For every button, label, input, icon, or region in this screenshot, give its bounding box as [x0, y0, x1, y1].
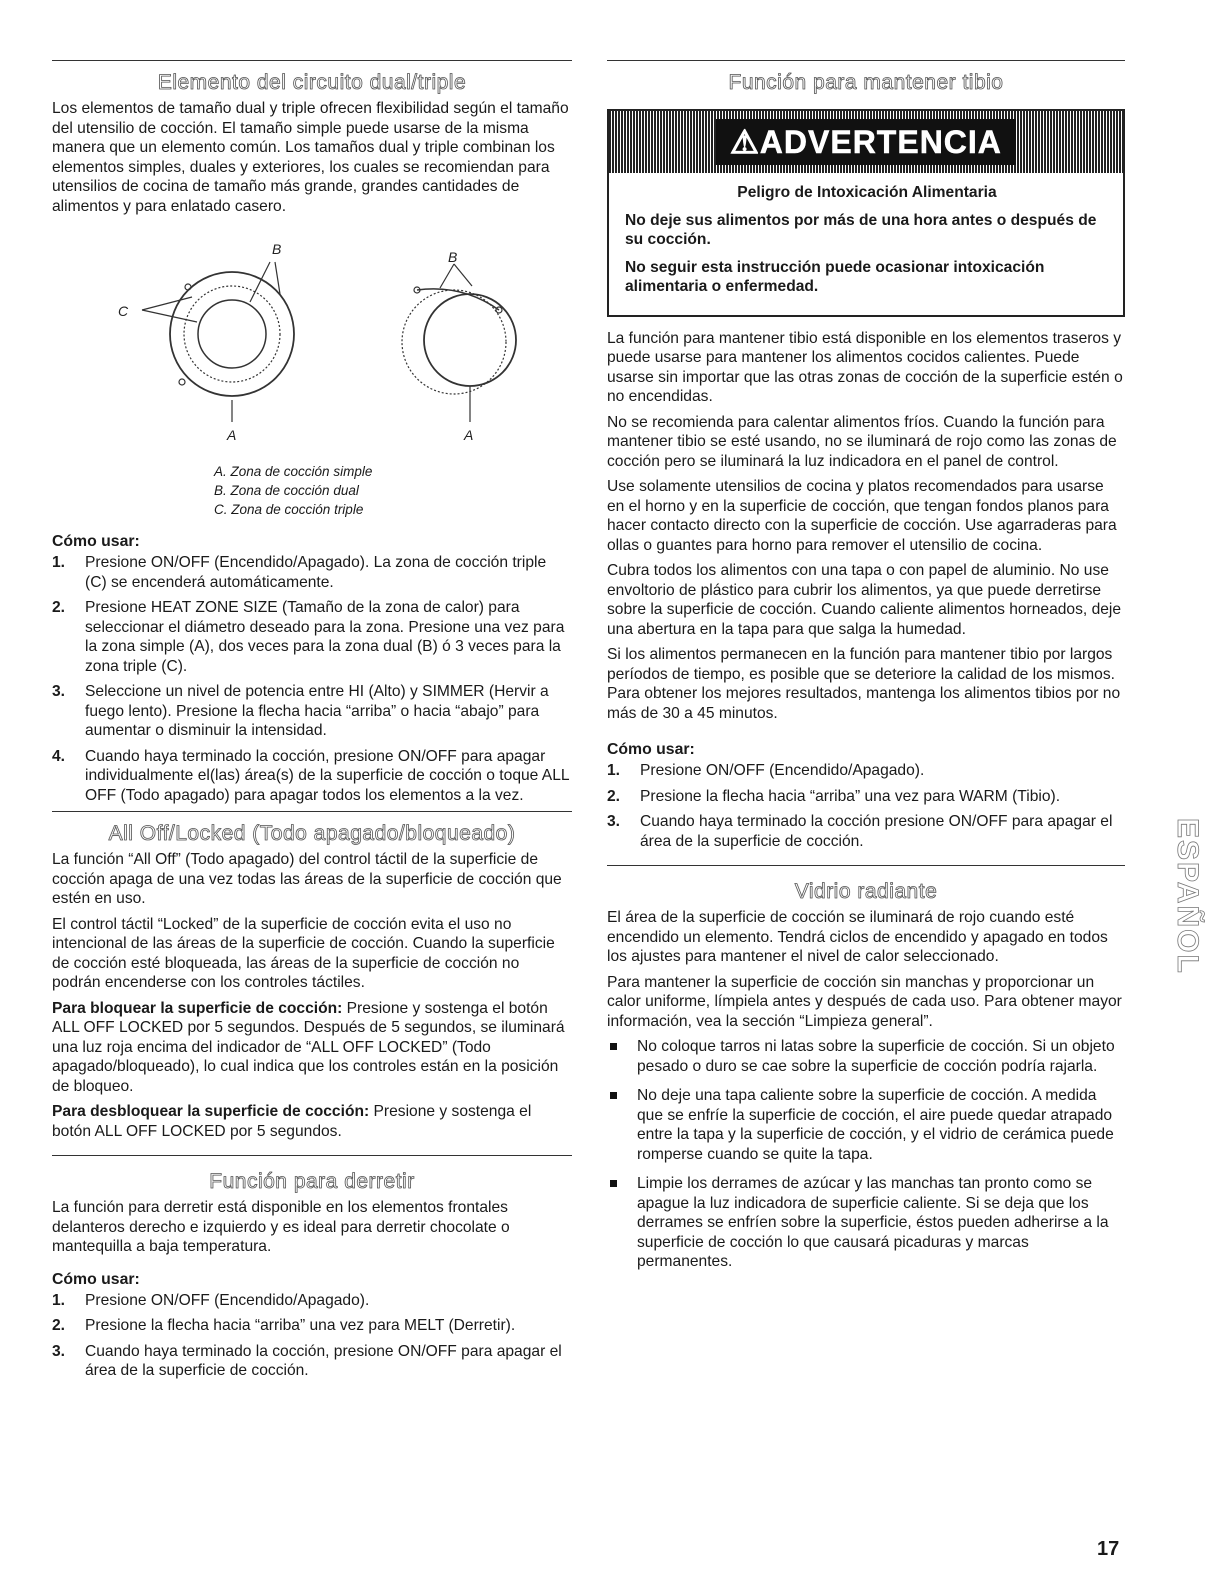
- step-number: 3.: [607, 813, 621, 830]
- bullet-item: No coloque tarros ni latas sobre la superficie de cocción. Si un objeto pesado o duro se cae sobre la superficie de cocción podría rajarla.: [607, 1037, 1125, 1076]
- step-text: Cuando haya terminado la cocción, presione ON/OFF para apagar individualmente el(las) área(s) de la superficie de cocción o toque ALL OFF (Todo apagado) para apagar todos los elementos a la vez.: [85, 747, 569, 804]
- warning-banner: [609, 111, 1123, 173]
- label-c: C: [118, 303, 129, 319]
- paragraph: Cubra todos los alimentos con una tapa o con papel de aluminio. No use envoltorio de plástico para cubrir los alimentos, ya que puede derretirse sobre la superficie de cocción. Cuando caliente alimentos horneados, deje una abertura en la tapa para que salga la humedad.: [607, 562, 1122, 638]
- caption-b: B. Zona de cocción dual: [214, 483, 359, 498]
- section-rule: [52, 811, 572, 812]
- step-item: [52, 682, 572, 741]
- step-number: 2.: [52, 599, 66, 616]
- steps-list: [52, 1291, 572, 1381]
- warning-body: [609, 173, 1123, 315]
- unlock-text: Presione y sostenga el botón ALL OFF LOCKED por 5 segundos.: [52, 1103, 532, 1140]
- lock-heading: Para bloquear la superficie de cocción:: [52, 999, 343, 1017]
- outer-ring: [170, 272, 294, 396]
- bullet-item: No deje una tapa caliente sobre la superficie de cocción. A medida que se enfríe la superficie de cocción, el aire puede quedar atrapado entre la tapa y la superficie de cocción, y el vidrio de cerámica puede romperse cuando se quite la tapa.: [607, 1086, 1125, 1164]
- paragraph-unlock: [52, 1102, 572, 1141]
- page-number: 17: [1097, 1538, 1120, 1560]
- step-number: 1.: [607, 762, 621, 779]
- step-number: 1.: [52, 554, 66, 571]
- caption-c: C. Zona de cocción triple: [214, 502, 364, 517]
- side-tab-text: ESPAÑOL: [1171, 818, 1204, 975]
- step-item: [607, 812, 1125, 851]
- section-rule: [52, 60, 572, 61]
- how-to-heading: Cómo usar:: [607, 741, 695, 758]
- step-item: [52, 1316, 572, 1336]
- section-title-melt: Función para derretir: [209, 1170, 415, 1193]
- section-rule: [607, 60, 1125, 61]
- label-a-left: A: [227, 427, 237, 443]
- paragraph: La función para derretir está disponible en los elementos frontales delanteros derecho e izquierdo y es ideal para derretir chocolate o mantequilla a baja temperatura.: [52, 1199, 510, 1255]
- paragraph: El área de la superficie de cocción se iluminará de rojo cuando esté encendido un elemento. Tendrá ciclos de encendido y apagado en todos los ajustes para mantener el nivel de calor seleccionado.: [607, 909, 1108, 965]
- side-tab-svg: [1150, 818, 1204, 1076]
- step-number: 1.: [52, 1291, 66, 1309]
- section-title-all-off: All Off/Locked (Todo apagado/bloqueado): [108, 822, 516, 845]
- paragraph: Use solamente utensilios de cocina y platos recomendados para usarse en el horno y en la superficie de cocción, que tengan fondos planos para hacer contacto directo con la superficie de cocción. Use agarraderas para ollas o guantes para horno para remover el utensilio de cocina.: [607, 478, 1117, 554]
- paragraph: La función “All Off” (Todo apagado) del control táctil de la superficie de cocción apaga de una vez todas las áreas de la superficie de cocción que estén en uso.: [52, 851, 562, 907]
- paragraph: No se recomienda para calentar alimentos fríos. Cuando la función para mantener tibio se esté usando, no se iluminará de rojo como las zonas de cocción pero se iluminará la luz indicadora en el panel de control.: [607, 413, 1117, 470]
- label-b-left: B: [272, 241, 282, 257]
- step-text: Presione ON/OFF (Encendido/Apagado).: [85, 1291, 370, 1309]
- warning-box: [607, 109, 1125, 317]
- side-language-tab: [1150, 818, 1204, 1076]
- section-title-radiant-glass: Vidrio radiante: [794, 880, 938, 903]
- step-text: Presione la flecha hacia “arriba” una vez para MELT (Derretir).: [85, 1317, 516, 1334]
- paragraph-lock: [52, 999, 572, 1097]
- left-column: [52, 60, 572, 1387]
- how-to-heading: Cómo usar:: [52, 533, 140, 550]
- paragraph: Si los alimentos permanecen en la función para mantener tibio por largos períodos de tiempo, es posible que se deteriore la calidad de los mismos. Para obtener los mejores resultados, mantenga los alimentos tibios por no más de 30 a 45 minutos.: [607, 646, 1121, 722]
- section-title-dual-triple: Elemento del circuito dual/triple: [157, 71, 467, 94]
- how-to-heading: Cómo usar:: [52, 1270, 140, 1288]
- bullet-item: Limpie los derrames de azúcar y las manchas tan pronto como se apague la luz indicadora de superficie caliente. Si se deja que los derrames se enfríen sobre la superficie, éstos pueden adherirse a la superficie de cocción lo que causará picaduras y marcas permanentes.: [607, 1174, 1125, 1272]
- step-item: [52, 1342, 572, 1381]
- step-text: Presione HEAT ZONE SIZE (Tamaño de la zona de calor) para seleccionar el diámetro deseado para la zona. Presione una vez para la zona simple (A), dos veces para la zona dual (B) ó 3 veces para la zona triple (C).: [85, 599, 565, 675]
- steps-list: [607, 761, 1125, 851]
- step-text: Cuando haya terminado la cocción, presione ON/OFF para apagar el área de la superficie de cocción.: [85, 1342, 562, 1379]
- warning-label: [716, 119, 1016, 165]
- section-rule: [607, 865, 1125, 866]
- step-item: [52, 598, 572, 676]
- warning-line: No seguir esta instrucción puede ocasionar intoxicación alimentaria o enfermedad.: [625, 258, 1045, 295]
- simple-ring: [198, 300, 266, 368]
- warning-triangle-icon: ⚠: [730, 124, 760, 160]
- section-title-keep-warm: Función para mantener tibio: [728, 71, 1004, 94]
- step-item: [52, 1291, 572, 1311]
- step-item: [607, 787, 1125, 807]
- step-number: 4.: [52, 747, 66, 765]
- unlock-heading: Para desbloquear la superficie de cocción:: [52, 1103, 370, 1120]
- step-text: Seleccione un nivel de potencia entre HI (Alto) y SIMMER (Hervir a fuego lento). Presione la flecha hacia “arriba” o hacia “abajo” para aumentar o disminuir la intensidad.: [85, 683, 549, 739]
- paragraph: La función para mantener tibio está disponible en los elementos traseros y puede usarse para mantener los alimentos cocidos calientes. Puede usarse sin importar que las otras zonas de cocción de la superficie estén o no encendidas.: [607, 329, 1123, 405]
- step-number: 2.: [607, 787, 621, 805]
- step-number: 3.: [52, 683, 66, 700]
- step-item: [52, 553, 572, 592]
- burner-diagram: [52, 222, 572, 462]
- burner-diagram-svg: [52, 222, 572, 462]
- section-rule: [52, 1155, 572, 1156]
- warning-word: ADVERTENCIA: [759, 124, 1002, 160]
- paragraph: Para mantener la superficie de cocción sin manchas y proporcionar un calor uniforme, límpiela antes y después de cada uso. Para obtener mayor información, vea la sección “Limpieza general”.: [607, 973, 1122, 1030]
- step-text: Presione la flecha hacia “arriba” una vez para WARM (Tibio).: [640, 787, 1061, 805]
- lock-text: Presione y sostenga el botón ALL OFF LOCKED por 5 segundos. Después de 5 segundos, se iluminará una luz roja encima del indicador de “ALL OFF LOCKED” (Todo apagado/bloqueado), lo cual indica que los controles están en la posición de bloqueo.: [52, 999, 565, 1095]
- caption-a: A. Zona de cocción simple: [214, 464, 373, 479]
- step-number: 2.: [52, 1317, 66, 1334]
- warning-line: No deje sus alimentos por más de una hora antes o después de su cocción.: [625, 211, 1097, 248]
- step-item: [52, 747, 572, 806]
- figure-caption: [52, 462, 572, 519]
- label-a-right: A: [464, 427, 474, 443]
- step-text: Cuando haya terminado la cocción presione ON/OFF para apagar el área de la superficie de cocción.: [640, 813, 1113, 850]
- label-b-right: B: [448, 249, 458, 265]
- steps-list: [52, 553, 572, 805]
- dot: [179, 379, 185, 385]
- step-item: [607, 761, 1125, 781]
- step-number: 3.: [52, 1342, 66, 1360]
- paragraph: El control táctil “Locked” de la superficie de cocción evita el uso no intencional de las áreas de la superficie de cocción. Cuando la superficie de cocción esté bloqueada, las áreas de la superficie de cocción no podrán encenderse con los controles táctiles.: [52, 915, 555, 991]
- bullet-list: [607, 1037, 1125, 1272]
- warning-title: Peligro de Intoxicación Alimentaria: [737, 184, 997, 201]
- step-text: Presione ON/OFF (Encendido/Apagado).: [640, 762, 925, 779]
- right-column: [607, 60, 1125, 1282]
- step-text: Presione ON/OFF (Encendido/Apagado). La zona de cocción triple (C) se encenderá automáticamente.: [85, 554, 547, 591]
- paragraph: Los elementos de tamaño dual y triple ofrecen flexibilidad según el tamaño del utensilio de cocción. El tamaño simple puede usarse de la misma manera que un elemento común. Los tamaños dual y triple combinan los elementos simples, duales y exteriores, los cuales se recomiendan para utensilios de cocina de tamaño más grande, grandes cantidades de alimentos y para enlatado casero.: [52, 100, 569, 215]
